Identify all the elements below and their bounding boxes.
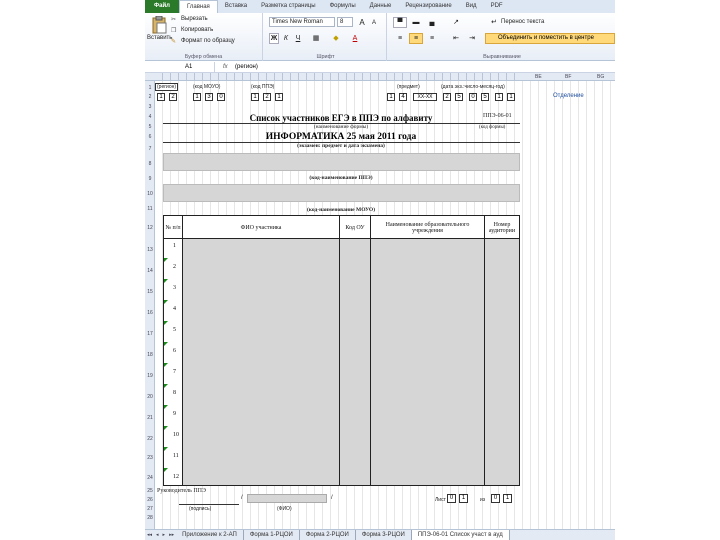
- paste-icon[interactable]: [151, 16, 167, 34]
- clipboard-group-label: Буфер обмена: [184, 54, 223, 60]
- col-header-school-name: Наименование образовательного учреждения: [385, 221, 470, 234]
- row-number[interactable]: 3: [148, 104, 152, 110]
- increase-indent-icon[interactable]: ⇥: [469, 35, 475, 42]
- col-header-room: Номер аудитории: [488, 221, 516, 234]
- mouo-digit[interactable]: 1: [193, 93, 201, 101]
- comment-marker-icon[interactable]: [164, 468, 168, 472]
- slash-2: /: [331, 495, 333, 501]
- row-number[interactable]: 26: [147, 497, 153, 503]
- copy-button[interactable]: Копировать: [181, 27, 214, 33]
- row-number[interactable]: 24: [147, 475, 153, 481]
- align-center-icon[interactable]: ≡: [409, 33, 423, 44]
- table-divider: [484, 216, 485, 485]
- ribbon-home: [145, 13, 615, 61]
- comment-marker-icon[interactable]: [164, 321, 168, 325]
- cut-icon[interactable]: ✂: [171, 17, 177, 23]
- row-number[interactable]: 28: [147, 515, 153, 521]
- align-bottom-icon[interactable]: ▄: [429, 19, 435, 26]
- row-number[interactable]: 27: [147, 506, 153, 512]
- date-digit[interactable]: 5: [481, 93, 489, 101]
- tab-data[interactable]: Данные: [369, 3, 392, 9]
- slash-1: /: [241, 495, 243, 501]
- font-color-button[interactable]: A: [352, 35, 358, 42]
- comment-marker-icon[interactable]: [164, 426, 168, 430]
- column-header-bg[interactable]: BG: [597, 74, 605, 80]
- worksheet-grid[interactable]: [155, 81, 615, 529]
- tab-pdf[interactable]: PDF: [490, 3, 503, 9]
- next-sheet-icon[interactable]: ▸: [162, 532, 166, 538]
- col-header-school-code: Код ОУ: [345, 224, 365, 231]
- table-divider: [182, 216, 183, 485]
- date-digit[interactable]: 1: [507, 93, 515, 101]
- page-digit[interactable]: 1: [459, 494, 468, 503]
- row-number[interactable]: 18: [147, 352, 153, 358]
- font-size-select[interactable]: 8: [337, 17, 353, 27]
- last-sheet-icon[interactable]: ▸▸: [169, 532, 175, 538]
- row-number[interactable]: 11: [147, 206, 153, 212]
- grow-font-icon[interactable]: A: [359, 18, 365, 27]
- page-label: Лист: [435, 497, 446, 503]
- subject-title[interactable]: ИНФОРМАТИКА 25 мая 2011 года: [265, 132, 417, 142]
- table-row-number[interactable]: 1: [173, 243, 176, 249]
- comment-marker-icon[interactable]: [164, 447, 168, 451]
- row-number[interactable]: 14: [147, 268, 153, 274]
- mouo-digit[interactable]: 3: [205, 93, 213, 101]
- align-top-icon[interactable]: ▀: [393, 17, 407, 28]
- mouo-field[interactable]: [163, 184, 520, 202]
- align-left-icon[interactable]: ≡: [397, 35, 403, 42]
- row-header-column: [145, 81, 155, 529]
- mouo-digit[interactable]: 0: [217, 93, 225, 101]
- row-number[interactable]: 17: [147, 331, 153, 337]
- font-name-select[interactable]: Times New Roman: [269, 17, 335, 27]
- formula-bar: [145, 62, 615, 73]
- ppe-digit[interactable]: 1: [251, 93, 259, 101]
- table-row-number[interactable]: 12: [173, 474, 179, 480]
- column-header-cells[interactable]: [155, 73, 520, 81]
- tab-insert[interactable]: Вставка: [224, 3, 248, 9]
- tab-view[interactable]: Вид: [465, 3, 477, 9]
- row-number[interactable]: 7: [148, 146, 152, 152]
- row-number[interactable]: 25: [147, 488, 153, 494]
- total-digit[interactable]: 0: [491, 494, 500, 503]
- paste-button[interactable]: Вставить: [147, 35, 173, 41]
- spreadsheet-window: [145, 0, 615, 540]
- row-number-column: [164, 239, 182, 485]
- table-row-number[interactable]: 8: [173, 390, 176, 396]
- comment-marker-icon[interactable]: [164, 258, 168, 262]
- column-header-be[interactable]: BE: [535, 74, 542, 80]
- row-number[interactable]: 21: [147, 415, 153, 421]
- signature-line: [179, 504, 239, 505]
- row-number[interactable]: 2: [148, 94, 152, 100]
- ppe-hint: (код-наименование ППЭ): [309, 175, 373, 181]
- name-box[interactable]: A1: [145, 62, 215, 72]
- col-header-name: ФИО участника: [240, 224, 282, 231]
- sheet-tab-form3[interactable]: Форма 3-РЦОИ: [356, 530, 412, 540]
- align-right-icon[interactable]: ≡: [429, 35, 435, 42]
- region-digit[interactable]: 2: [169, 93, 177, 101]
- subject-digit[interactable]: 1: [387, 93, 395, 101]
- tab-home[interactable]: Главная: [179, 0, 218, 13]
- row-number[interactable]: 1: [148, 85, 152, 91]
- table-row-number[interactable]: 11: [173, 453, 179, 459]
- row-number[interactable]: 8: [148, 161, 152, 167]
- table-row-number[interactable]: 6: [173, 348, 176, 354]
- alignment-group-label: Выравнивание: [483, 54, 521, 60]
- head-name-field[interactable]: [247, 494, 327, 503]
- tab-review[interactable]: Рецензирование: [405, 3, 452, 9]
- sheet-tab-form1[interactable]: Форма 1-РЦОИ: [244, 530, 300, 540]
- room-column-fill[interactable]: [485, 239, 519, 485]
- form-code[interactable]: ППЭ-06-01: [483, 113, 512, 119]
- row-number[interactable]: 9: [148, 176, 152, 182]
- school-code-column-fill[interactable]: [340, 239, 370, 485]
- row-number[interactable]: 19: [147, 373, 153, 379]
- row-number[interactable]: 15: [147, 289, 153, 295]
- mouo-hint: (код-наименование МОУО): [306, 207, 376, 213]
- table-divider: [370, 216, 371, 485]
- comment-marker-icon[interactable]: [164, 405, 168, 409]
- column-header-bf[interactable]: BF: [565, 74, 572, 80]
- table-row-number[interactable]: 10: [173, 432, 179, 438]
- font-group-label: Шрифт: [316, 54, 335, 60]
- subject-mask[interactable]: XX-XX: [413, 93, 437, 101]
- row-number[interactable]: 13: [147, 247, 153, 253]
- font-group: [265, 13, 387, 61]
- total-digit[interactable]: 1: [503, 494, 512, 503]
- sheet-tab-form2[interactable]: Форма 2-РЦОИ: [300, 530, 356, 540]
- row-number[interactable]: 23: [147, 455, 153, 461]
- align-middle-icon[interactable]: ▬: [412, 19, 420, 26]
- date-digit[interactable]: 0: [469, 93, 477, 101]
- table-row-number[interactable]: 7: [173, 369, 176, 375]
- mouo-code-label[interactable]: (код МОУО): [193, 84, 221, 90]
- head-label[interactable]: Руководитель ППЭ: [157, 488, 206, 494]
- sheet-tab-appendix[interactable]: Приложение к 2-АП: [176, 530, 244, 540]
- name-column-fill[interactable]: [183, 239, 339, 485]
- date-digit[interactable]: 1: [495, 93, 503, 101]
- of-label: из: [480, 497, 486, 503]
- table-row-number[interactable]: 2: [173, 264, 176, 270]
- copy-icon[interactable]: ❐: [171, 28, 177, 34]
- page-digit[interactable]: 0: [447, 494, 456, 503]
- name-hint: (ФИО): [277, 506, 292, 512]
- signature-hint: (подпись): [189, 506, 212, 512]
- shrink-font-icon[interactable]: A: [371, 20, 376, 26]
- col-header-number: № п/п: [165, 224, 181, 231]
- table-divider: [339, 216, 340, 485]
- comment-marker-icon[interactable]: [164, 384, 168, 388]
- formula-input[interactable]: (регион): [235, 64, 258, 70]
- comment-marker-icon[interactable]: [164, 342, 168, 346]
- row-number[interactable]: 6: [148, 134, 152, 140]
- wrap-text-button[interactable]: Перенос текста: [501, 19, 545, 25]
- table-row-number[interactable]: 3: [173, 285, 176, 291]
- merge-center-button[interactable]: [485, 33, 615, 44]
- prev-sheet-icon[interactable]: ◂: [156, 532, 159, 538]
- subject-hint: (экзамен: предмет и дата экзамена): [297, 143, 385, 149]
- fx-icon[interactable]: fx: [223, 64, 228, 70]
- participants-table: [163, 215, 520, 486]
- wrap-text-icon[interactable]: ↵: [491, 19, 497, 26]
- ppe-code-label[interactable]: (код ППЭ): [251, 84, 275, 90]
- sheet-tab-bar: [145, 529, 615, 540]
- tab-file[interactable]: Файл: [145, 0, 179, 13]
- tab-formulas[interactable]: Формулы: [329, 3, 356, 9]
- subject-label[interactable]: (предмет): [397, 84, 420, 90]
- column-header-row: [145, 73, 615, 81]
- region-label[interactable]: (регион): [157, 84, 177, 90]
- comment-marker-icon[interactable]: [164, 279, 168, 283]
- decrease-indent-icon[interactable]: ⇤: [453, 35, 459, 42]
- cut-button[interactable]: Вырезать: [181, 16, 208, 22]
- orientation-icon[interactable]: ↗: [453, 19, 459, 26]
- form-title[interactable]: Список участников ЕГЭ в ППЭ по алфавиту: [249, 113, 433, 123]
- comment-marker-icon[interactable]: [164, 363, 168, 367]
- comment-marker-icon[interactable]: [164, 300, 168, 304]
- underline-button[interactable]: Ч: [295, 35, 301, 42]
- form-code-hint: (код формы): [479, 125, 506, 130]
- date-digit[interactable]: 5: [455, 93, 463, 101]
- merge-center-label: Объединить и поместить в центре: [498, 35, 594, 41]
- table-row-number[interactable]: 4: [173, 306, 176, 312]
- table-row-number[interactable]: 9: [173, 411, 176, 417]
- side-note[interactable]: Отделение: [553, 93, 584, 99]
- row-number[interactable]: 5: [148, 124, 152, 130]
- ppe-digit[interactable]: 2: [263, 93, 271, 101]
- format-painter-button[interactable]: Формат по образцу: [181, 38, 235, 44]
- row-number[interactable]: 10: [147, 191, 153, 197]
- borders-icon[interactable]: ▦: [312, 35, 320, 42]
- table-row-number[interactable]: 5: [173, 327, 176, 333]
- row-number[interactable]: 22: [147, 436, 153, 442]
- first-sheet-icon[interactable]: ◂◂: [147, 532, 153, 538]
- exam-date-label[interactable]: (дата экз.:число-месяц-год): [441, 84, 505, 90]
- italic-button[interactable]: К: [283, 35, 289, 42]
- school-name-column-fill[interactable]: [371, 239, 484, 485]
- ppe-digit[interactable]: 1: [275, 93, 283, 101]
- row-number[interactable]: 16: [147, 310, 153, 316]
- row-number[interactable]: 4: [148, 114, 152, 120]
- clipboard-group: [145, 13, 263, 61]
- form-hint: (наименование формы): [313, 124, 369, 130]
- sheet-tab-ppe[interactable]: ППЭ-06-01 Список участ в ауд: [412, 530, 510, 540]
- tab-page-layout[interactable]: Разметка страницы: [261, 3, 316, 9]
- ribbon-tab-bar: [145, 0, 615, 13]
- date-digit[interactable]: 2: [443, 93, 451, 101]
- region-digit[interactable]: 1: [157, 93, 165, 101]
- row-number[interactable]: 20: [147, 394, 153, 400]
- subject-digit[interactable]: 4: [399, 93, 407, 101]
- row-number[interactable]: 12: [147, 225, 153, 231]
- format-painter-icon[interactable]: ✎: [171, 39, 177, 45]
- fill-color-icon[interactable]: ◆: [333, 35, 339, 42]
- bold-button[interactable]: Ж: [270, 35, 278, 42]
- ppe-field[interactable]: [163, 153, 520, 171]
- table-header: [164, 216, 519, 239]
